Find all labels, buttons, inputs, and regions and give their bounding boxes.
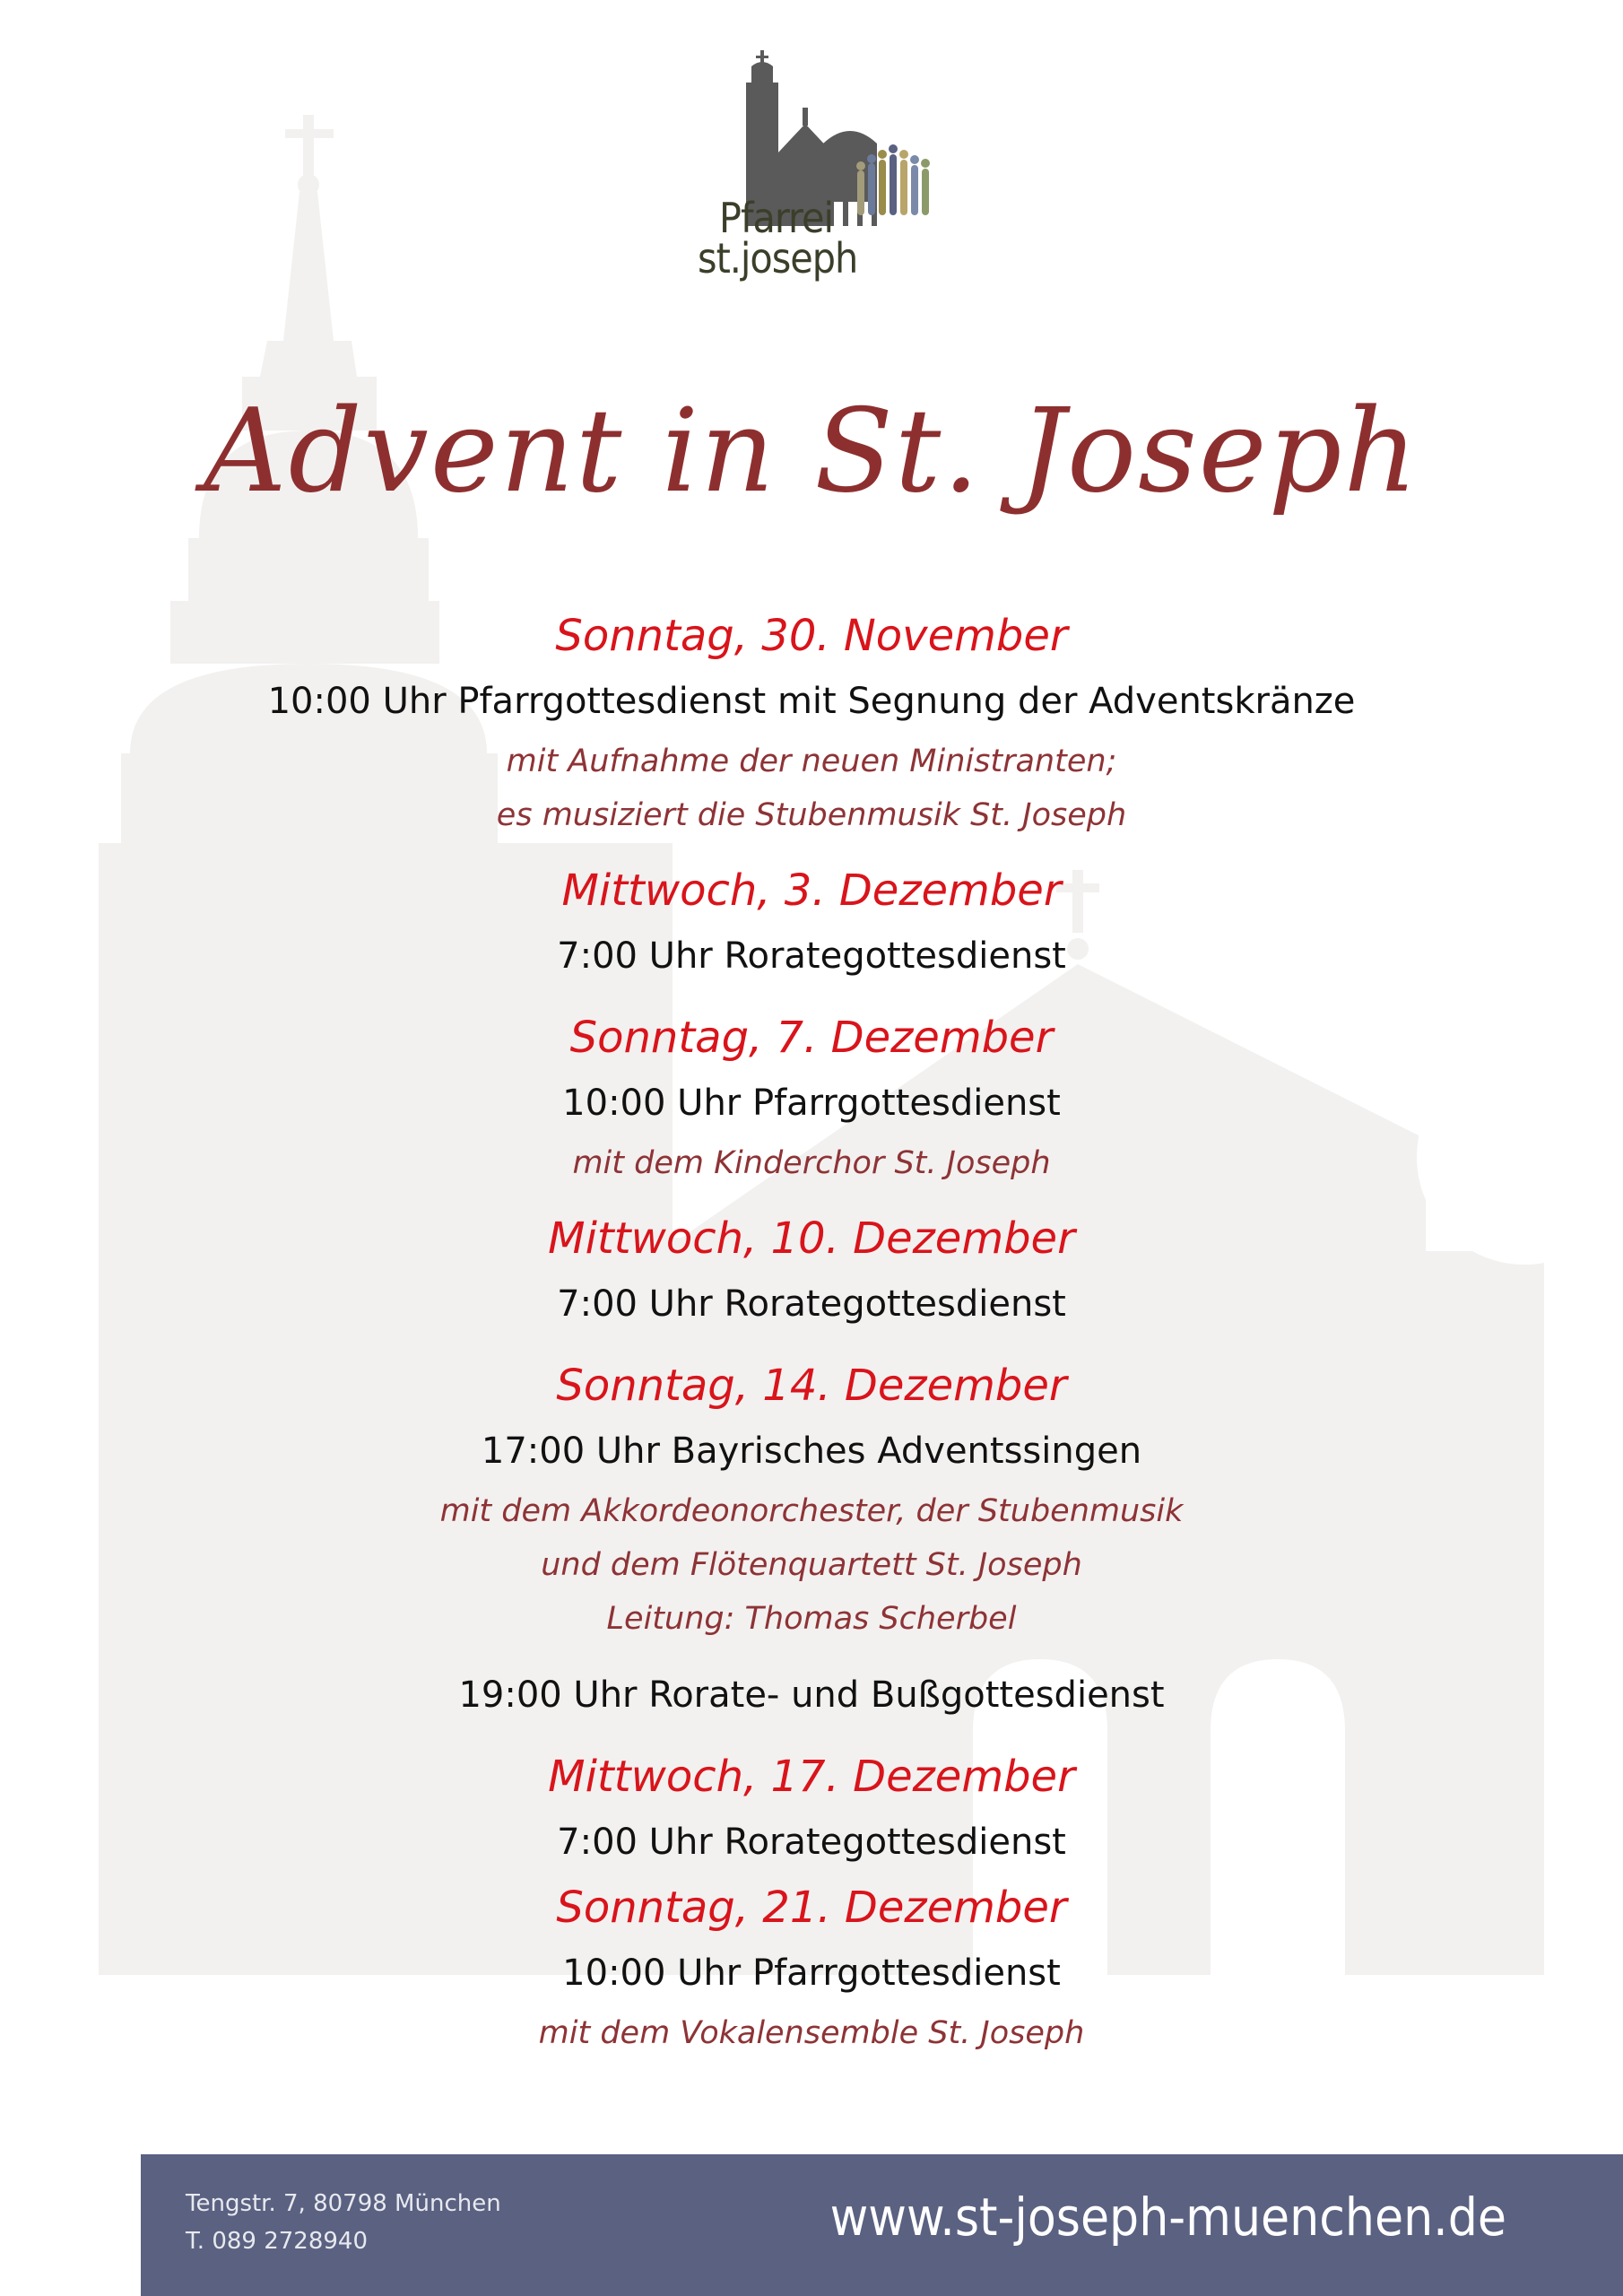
event-day-heading: Mittwoch, 17. Dezember [548, 1752, 1075, 1802]
event-day-heading: Sonntag, 14. Dezember [556, 1361, 1067, 1411]
event-time-line: 7:00 Uhr Rorategottesdienst [557, 1283, 1066, 1325]
event-time-line: 10:00 Uhr Pfarrgottesdienst mit Segnung der Adventskränze [267, 681, 1356, 722]
event-day-heading: Sonntag, 30. November [555, 611, 1068, 661]
event-day-heading: Mittwoch, 10. Dezember [548, 1213, 1075, 1264]
event-sonntag-21-dezember [0, 1875, 1623, 2060]
event-time-line: 7:00 Uhr Rorategottesdienst [557, 1822, 1066, 1863]
event-note: es musiziert die Stubenmusik St. Joseph [496, 797, 1127, 833]
website-link[interactable]: www.st-joseph-muenchen.de [829, 2187, 1506, 2248]
event-time-line: 17:00 Uhr Bayrisches Adventssingen [481, 1431, 1142, 1472]
footer-bar [141, 2154, 1623, 2296]
logo-text-st-joseph: st.joseph [698, 234, 858, 283]
event-note: und dem Flötenquartett St. Joseph [541, 1547, 1082, 1583]
event-note: mit dem Kinderchor St. Joseph [572, 1145, 1051, 1181]
event-day-heading: Sonntag, 21. Dezember [556, 1883, 1067, 1933]
event-mittwoch-10-dezember [0, 1206, 1623, 1337]
event-mittwoch-17-dezember [0, 1744, 1623, 1875]
event-note: Leitung: Thomas Scherbel [606, 1601, 1017, 1637]
event-sonntag-30-november [0, 604, 1623, 842]
event-note: mit Aufnahme der neuen Ministranten; [506, 744, 1117, 779]
event-sonntag-14-dezember [0, 1353, 1623, 1728]
page-title: Advent in St. Joseph [204, 385, 1419, 518]
event-mittwoch-3-dezember [0, 858, 1623, 989]
logo-text-pfarrei: Pfarrei [719, 194, 834, 242]
event-time-line: 10:00 Uhr Pfarrgottesdienst [562, 1083, 1061, 1124]
event-day-heading: Sonntag, 7. Dezember [569, 1013, 1054, 1063]
footer-address: Tengstr. 7, 80798 München [186, 2190, 501, 2217]
event-time-line: 10:00 Uhr Pfarrgottesdienst [562, 1952, 1061, 1994]
event-time-line: 7:00 Uhr Rorategottesdienst [557, 935, 1066, 977]
footer-phone: T. 089 2728940 [186, 2228, 369, 2255]
event-time-line: 19:00 Uhr Rorate- und Bußgottesdienst [458, 1674, 1165, 1716]
event-sonntag-7-dezember [0, 1005, 1623, 1190]
event-note: mit dem Akkordeonorchester, der Stubenmusik [439, 1493, 1184, 1529]
event-day-heading: Mittwoch, 3. Dezember [561, 865, 1062, 916]
event-note: mit dem Vokalensemble St. Joseph [538, 2015, 1085, 2051]
event-schedule [0, 604, 1623, 2060]
